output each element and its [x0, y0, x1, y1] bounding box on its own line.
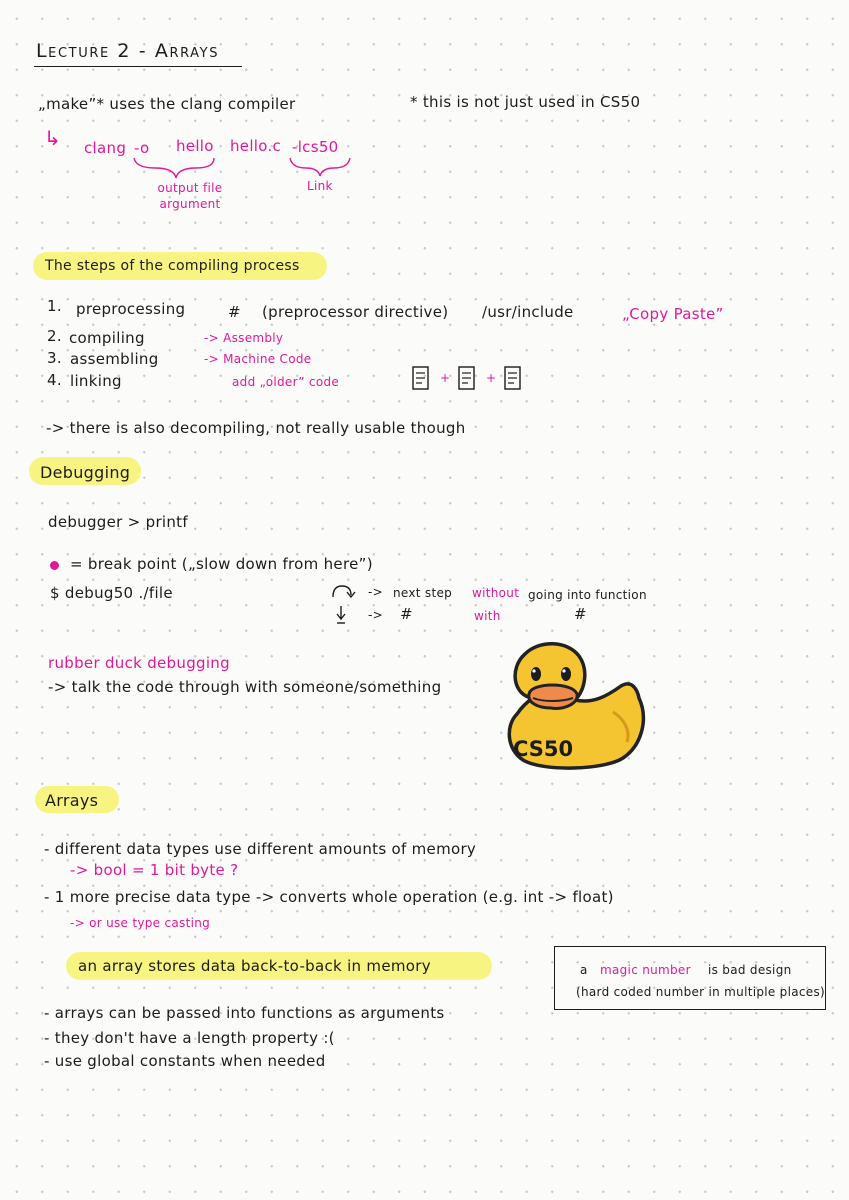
talk-code-line: -> talk the code through with someone/something [48, 678, 442, 696]
without-label: without [472, 586, 520, 600]
decompile-note: -> there is also decompiling, not really usable though [46, 419, 466, 437]
file-icon [504, 366, 521, 390]
bullet-global-constants: - use global constants when needed [44, 1052, 326, 1070]
cmd-clang: clang [84, 139, 127, 157]
label-link: Link [307, 179, 333, 193]
precise-type-line: - 1 more precise data type -> converts whole operation (e.g. int -> float) [44, 888, 614, 906]
memory-line: - different data types use different amounts of memory [44, 840, 477, 858]
magic-paren: (hard coded number in multiple places) [576, 985, 826, 999]
hash-symbol: # [574, 605, 587, 623]
include-path: /usr/include [482, 303, 574, 321]
magic-number-box [554, 946, 826, 1010]
next-step: next step [393, 586, 453, 600]
step-over-icon [330, 583, 356, 601]
debugging-heading: Debugging [40, 463, 131, 482]
duck-label: CS50 [513, 737, 574, 761]
cmd-hello: hello [176, 137, 214, 155]
file-icon [412, 366, 429, 390]
type-casting-line: -> or use type casting [70, 916, 211, 930]
step-label-1: preprocessing [76, 300, 186, 318]
to-machine-code: -> Machine Code [204, 352, 312, 366]
bullet-passed-into-functions: - arrays can be passed into functions as arguments [44, 1004, 445, 1022]
going-into-function: going into function [528, 588, 647, 602]
label-output-file: output file argument [157, 181, 223, 211]
step-label-3: assembling [70, 350, 159, 368]
step-label-4: linking [70, 372, 122, 390]
back-to-back-line: an array stores data back-to-back in memory [78, 957, 431, 975]
bullet-no-length: - they don't have a length property :( [44, 1029, 335, 1047]
hash-symbol: # [400, 605, 413, 623]
plus-sign: + [486, 371, 497, 385]
step-num-4: 4. [47, 371, 62, 389]
preprocessor-directive: (preprocessor directive) [262, 303, 449, 321]
magic-number-label: magic number [600, 963, 691, 977]
page-title: Lecture 2 - Arrays [36, 40, 220, 62]
copy-paste: „Copy Paste” [622, 305, 724, 323]
step-into-arrow: -> [368, 608, 383, 622]
breakpoint-line: = break point („slow down from here”) [70, 555, 373, 573]
rubber-duck-icon [503, 638, 651, 772]
bool-line: -> bool = 1 bit byte ? [70, 861, 239, 879]
footnote: * this is not just used in CS50 [410, 93, 641, 111]
brace-annotations [130, 156, 360, 180]
step-into-icon [334, 604, 348, 626]
rubber-duck-heading: rubber duck debugging [48, 654, 230, 672]
to-assembly: -> Assembly [204, 331, 284, 345]
step-num-2: 2. [47, 327, 62, 345]
add-older-code: add „older” code [232, 375, 340, 389]
file-icon [458, 366, 475, 390]
title-underline [34, 66, 242, 67]
step-num-1: 1. [47, 297, 62, 315]
magic-a: a [580, 963, 588, 977]
arrow-icon: ↳ [44, 126, 62, 150]
steps-heading: The steps of the compiling process [45, 258, 300, 274]
debugger-vs-printf: debugger > printf [48, 513, 188, 531]
with-label: with [474, 609, 501, 623]
debug-command: $ debug50 ./file [50, 584, 173, 602]
arrays-heading: Arrays [45, 791, 99, 810]
magic-bad-design: is bad design [708, 963, 792, 977]
cmd-helloc: hello.c [230, 137, 282, 155]
step-arrow: -> [368, 585, 383, 599]
breakpoint-dot-icon [50, 561, 59, 570]
step-label-2: compiling [69, 329, 145, 347]
hash-symbol: # [228, 303, 241, 321]
step-num-3: 3. [47, 349, 62, 367]
cmd-lcs50: -lcs50 [292, 138, 339, 156]
cmd-o: -o [134, 139, 150, 157]
plus-sign: + [440, 371, 451, 385]
make-line: „make”* uses the clang compiler [38, 95, 296, 113]
